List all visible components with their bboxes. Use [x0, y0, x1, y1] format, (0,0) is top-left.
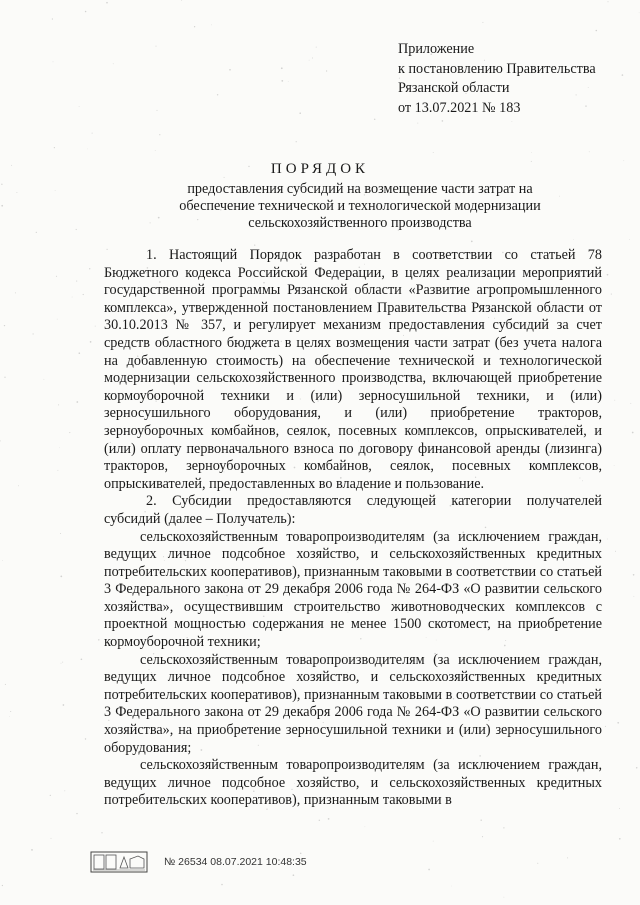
document-subtitle [140, 181, 580, 232]
registration-stamp-text: № 26534 08.07.2021 10:48:35 [164, 856, 307, 868]
document-title: ПОРЯДОК [270, 161, 370, 177]
paragraph-2: 2. Субсидии предоставляются следующей категории получателей субсидий (далее – Получатель): [104, 493, 602, 527]
subtitle-line: сельскохозяйственного производства [248, 215, 472, 231]
paragraph-4: сельскохозяйственным товаропроизводителям (за исключением граждан, ведущих личное подсобное хозяйство, и сельскохозяйственных кредитных потребительских кооперативов), признанным таковыми в соответствии со статьей 3 Федерального закона от 29 декабря 2006 года № 264-ФЗ «О развитии сельского хозяйства», на приобретение зерносушильной техники и (или) зерносушильного оборудования; [104, 651, 602, 756]
subtitle-line: предоставления субсидий на возмещение части затрат на [187, 181, 533, 197]
document-body [104, 247, 602, 810]
registry-stamp-logo [90, 851, 148, 873]
appendix-line: Рязанской области [398, 80, 510, 96]
appendix-line: к постановлению Правительства [398, 60, 596, 77]
paragraph-5: сельскохозяйственным товаропроизводителям (за исключением граждан, ведущих личное подсобное хозяйство, и сельскохозяйственных кредитных потребительских кооперативов), признанным таковыми в [104, 757, 602, 809]
paragraph-1: 1. Настоящий Порядок разработан в соответствии со статьей 78 Бюджетного кодекса Российской Федерации, в целях реализации мероприятий государственной программы Рязанской области «Развитие агропромышленного комплекса», утвержденной постановлением Правительства Рязанской области от 30.10.2013 № 357, и регулирует механизм предоставления субсидий за счет средств областного бюджета в целях возмещения части затрат (без учета налога на добавленную стоимость) на обеспечение технической и технологической модернизации сельскохозяйственного производства, включающей приобретение кормоуборочной техники и (или) зерносушильной техники, и (или) зерносушильного оборудования, и (или) приобретение тракторов, зерноуборочных комбайнов, сеялок, посевных комплексов, опрыскивателей, и (или) оплату первоначального взноса по договору финансовой аренды (лизинга) тракторов, зерноуборочных комбайнов, сеялок, посевных комплексов, опрыскивателей, предоставленных во владение и пользование. [104, 247, 602, 492]
appendix-date-line: от 13.07.2021 № 183 [398, 99, 521, 116]
appendix-line: Приложение [398, 41, 475, 57]
subtitle-line: обеспечение технической и технологической модернизации [179, 198, 541, 214]
appendix-header [398, 40, 630, 118]
paragraph-3: сельскохозяйственным товаропроизводителям (за исключением граждан, ведущих личное подсобное хозяйство, и сельскохозяйственных кредитных потребительских кооперативов), признанным таковыми в соответствии со статьей 3 Федерального закона от 29 декабря 2006 года № 264-ФЗ «О развитии сельского хозяйства», осуществившим строительство животноводческих комплексов с проектной мощностью содержания не менее 1500 скотомест, на приобретение кормоуборочной техники; [104, 528, 602, 651]
registration-footer [90, 850, 390, 874]
